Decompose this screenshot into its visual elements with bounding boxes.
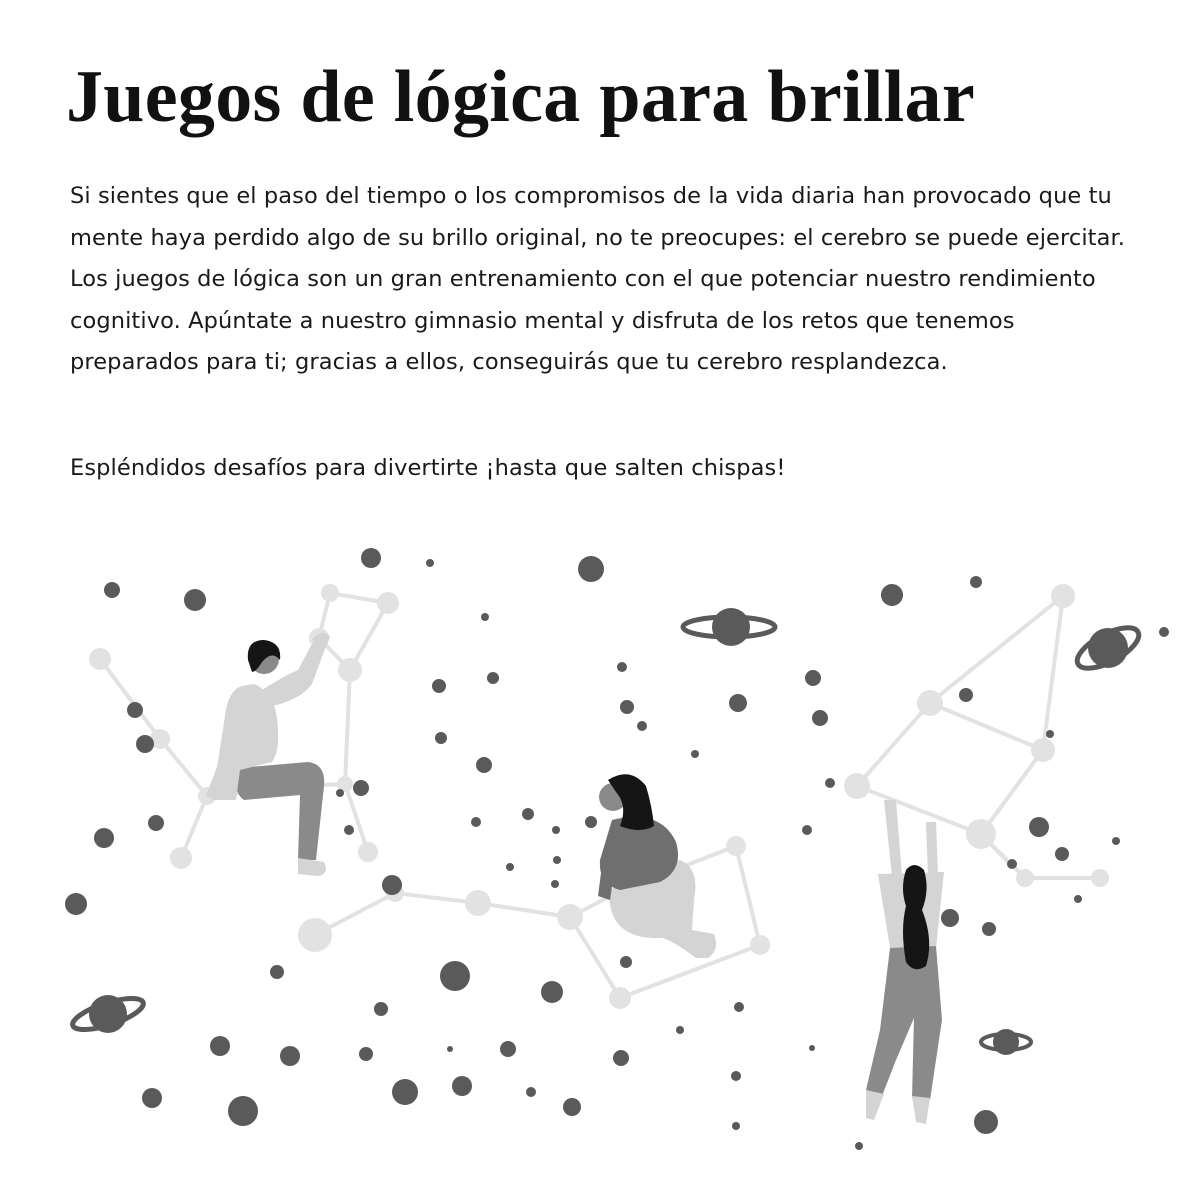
page-title: Juegos de lógica para brillar <box>66 56 975 138</box>
planet-icon <box>1071 620 1144 677</box>
planet-icon <box>69 992 146 1036</box>
person-crouching-middle <box>598 774 716 958</box>
tagline: Espléndidos desafíos para divertirte ¡hasta que salten chispas! <box>70 455 786 481</box>
space-constellation-illustration <box>0 520 1200 1200</box>
person-climbing-left <box>206 633 330 876</box>
planet-icon <box>981 1029 1031 1055</box>
intro-paragraph: Si sientes que el paso del tiempo o los compromisos de la vida diaria han provocado que tu mente haya perdido algo de su brillo original, no te preocupes: el cerebro se puede ejercitar. Los juegos de lógica son un gran entrenamiento con el que potenciar nuestro rendimiento cognitivo. Apúntate a nuestro gimnasio mental y disfruta de los retos que tenemos preparados para ti; gracias a ellos, conseguirás que tu cerebro resplandezca. <box>70 183 1126 375</box>
planet-icon <box>683 608 775 646</box>
person-hanging-right <box>866 800 944 1124</box>
